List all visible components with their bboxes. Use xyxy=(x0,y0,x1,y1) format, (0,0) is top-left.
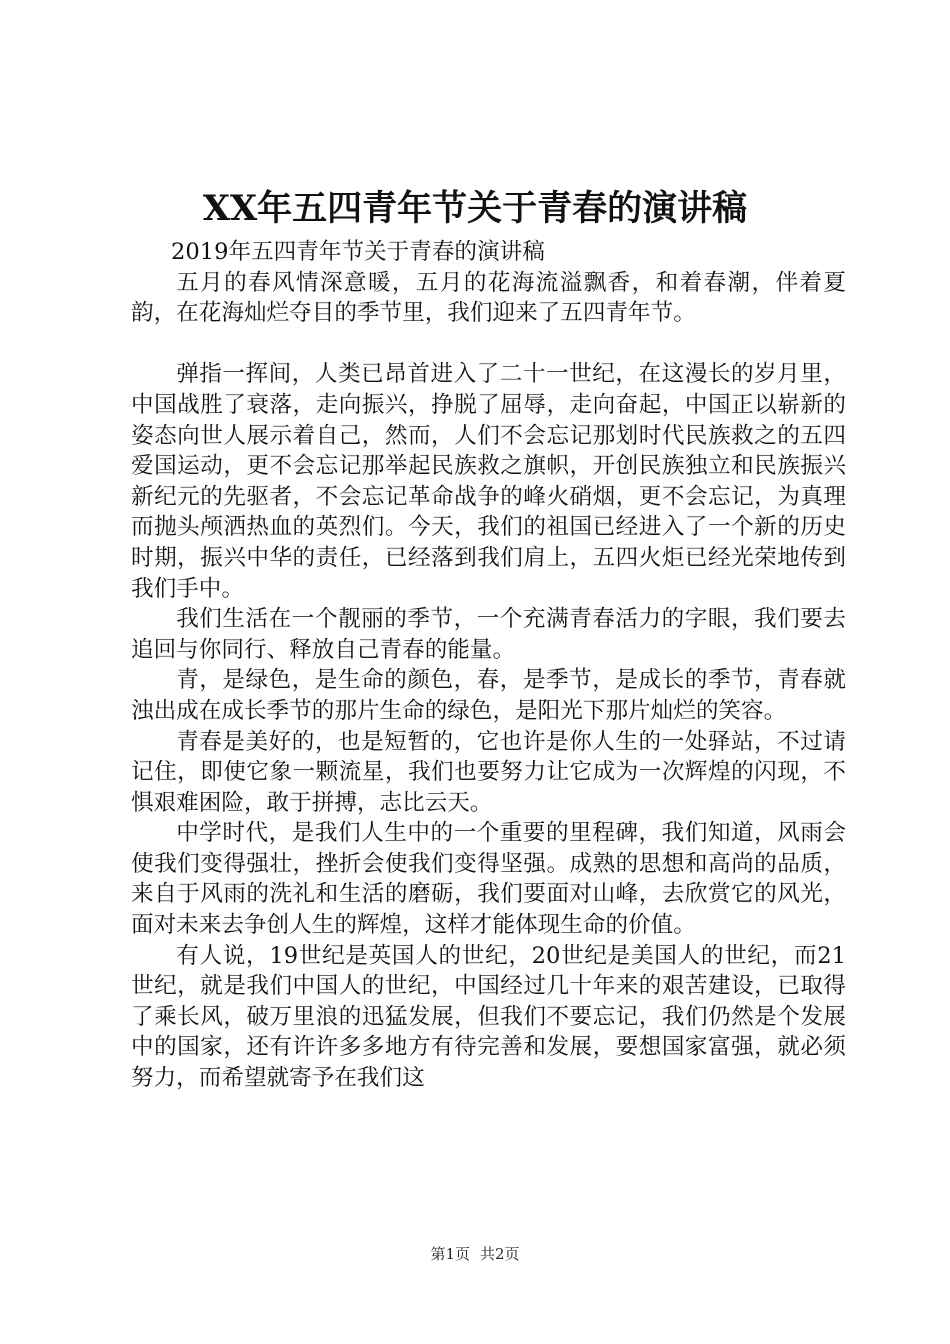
paragraph-2: 弹指一挥间，人类已昂首进入了二十一世纪，在这漫长的岁月里，中国战胜了衰落，走向振兴，挣脱了屈辱，走向奋起，中国正以崭新的姿态向世人展示着自己，然而，人们不会忘记那划时代民族救之的五四爱国运动，更不会忘记那举起民族救之旗帜，开创民族独立和民族振兴新纪元的先驱者，不会忘记革命战争的峰火硝烟，更不会忘记，为真理而抛头颅洒热血的英烈们。今天，我们的祖国已经进入了一个新的历史时期，振兴中华的责任，已经落到我们肩上，五四火炬已经光荣地传到我们手中。 xyxy=(131,361,846,602)
paragraph-5: 青春是美好的，也是短暂的，它也许是你人生的一处驿站，不过请记住，即使它象一颗流星，我们也要努力让它成为一次辉煌的闪现，不惧艰难困险，敢于拼搏，志比云天。 xyxy=(131,728,846,816)
paragraph-3: 我们生活在一个靓丽的季节，一个充满青春活力的字眼，我们要去追回与你同行、释放自己青春的能量。 xyxy=(131,606,846,663)
page-total: 共2页 xyxy=(480,1245,520,1263)
blank-line xyxy=(131,329,846,360)
page-number: 第1页 xyxy=(430,1245,470,1263)
paragraph-6: 中学时代，是我们人生中的一个重要的里程碑，我们知道，风雨会使我们变得强壮，挫折会使我们变得坚强。成熟的思想和高尚的品质，来自于风雨的洗礼和生活的磨砺，我们要面对山峰，去欣赏它的风光，面对未来去争创人生的辉煌，这样才能体现生命的价值。 xyxy=(131,820,846,939)
document-subtitle: 2019年五四青年节关于青春的演讲稿 xyxy=(171,239,545,265)
page-footer xyxy=(0,1244,950,1264)
paragraph-4: 青，是绿色，是生命的颜色，春，是季节，是成长的季节，青春就浊出成在成长季节的那片生命的绿色，是阳光下那片灿烂的笑容。 xyxy=(131,667,846,724)
paragraph-7: 有人说，19世纪是英国人的世纪，20世纪是美国人的世纪，而21世纪，就是我们中国人的世纪，中国经过几十年来的艰苦建设，已取得了乘长风，破万里浪的迅猛发展，但我们不要忘记，我们仍然是个发展中的国家，还有许许多多地方有待完善和发展，要想国家富强，就必须努力，而希望就寄予在我们这 xyxy=(131,942,846,1092)
document-body xyxy=(131,237,846,1094)
paragraph-1: 五月的春风情深意暖，五月的花海流溢飘香，和着春潮，伴着夏韵，在花海灿烂夺目的季节里，我们迎来了五四青年节。 xyxy=(131,269,846,327)
document-title: XX年五四青年节关于青春的演讲稿 xyxy=(202,188,748,229)
